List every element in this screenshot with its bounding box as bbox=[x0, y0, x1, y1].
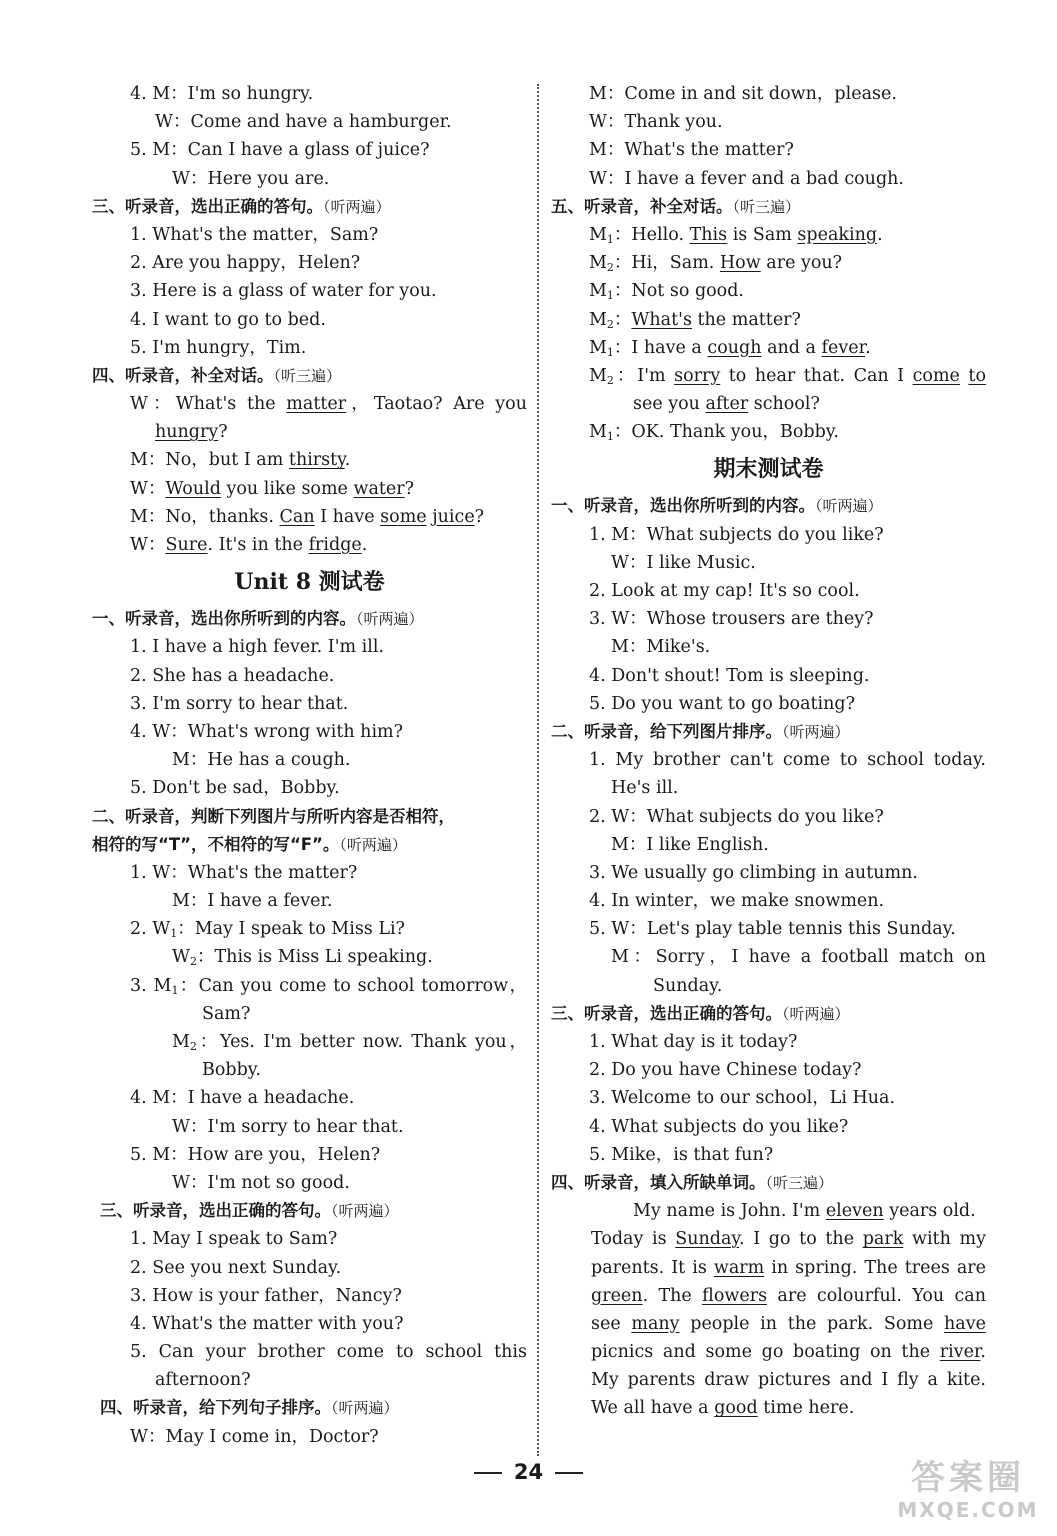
answer-blank: eleven bbox=[825, 1201, 884, 1222]
answer-blank: sorry bbox=[674, 365, 721, 386]
watermark-logo: 答案圈 MXQE.COM bbox=[897, 1458, 1039, 1522]
answer-blank: green bbox=[591, 1285, 643, 1306]
list-item: 4. M：I have a headache. bbox=[130, 1088, 355, 1109]
answer-blank: fever bbox=[821, 337, 866, 358]
list-item: 1. W：What's the matter? bbox=[130, 862, 358, 883]
right-column bbox=[551, 80, 986, 1423]
section-heading: 四、听录音，补全对话。（听三遍） bbox=[92, 365, 342, 385]
list-item: 5. M：How are you，Helen? bbox=[130, 1144, 381, 1165]
list-item: 1. M：What subjects do you like? bbox=[589, 524, 884, 545]
passage-line: My name is John. I'm eleven years old. bbox=[633, 1201, 976, 1222]
answer-blank: hungry bbox=[155, 422, 219, 443]
passage-line: My parents draw pictures and I fly a kite. bbox=[591, 1370, 986, 1391]
dialog-line: W：Here you are. bbox=[172, 168, 330, 189]
dialog-line: 5. M：Can I have a glass of juice? bbox=[130, 140, 430, 161]
dialog-line: W：What's the matter，Taotao? Are you bbox=[130, 394, 527, 415]
list-item: W：I'm not so good. bbox=[172, 1172, 350, 1193]
dialog-line: $M_2$：Hi，Sam. How are you? bbox=[589, 253, 843, 275]
answer-blank: thirsty bbox=[288, 450, 345, 471]
answer-blank: many bbox=[631, 1313, 680, 1334]
answer-blank: Sunday bbox=[675, 1229, 739, 1250]
section-heading: 一、听录音，选出你所听到的内容。（听两遍） bbox=[551, 496, 883, 516]
dialog-line: 4. M：I'm so hungry. bbox=[130, 84, 314, 104]
list-item: 4. What subjects do you like? bbox=[589, 1116, 849, 1137]
section-heading-cont: 相符的写“T”，不相符的写“F”。（听两遍） bbox=[92, 834, 407, 854]
answer-blank: water bbox=[353, 478, 405, 499]
answer-blank: juice bbox=[432, 506, 475, 527]
dialog-line: W：Sure. It's in the fridge. bbox=[130, 535, 368, 555]
dialog-line: M：No，but I am thirsty. bbox=[130, 450, 351, 471]
dialog-line: $M_2$：What's the matter? bbox=[589, 309, 801, 331]
dialog-line: M：What's the matter? bbox=[589, 140, 794, 161]
list-item: 1. I have a high fever. I'm ill. bbox=[130, 637, 385, 658]
section-heading: 四、听录音，给下列句子排序。（听两遍） bbox=[100, 1398, 399, 1418]
list-item: 4. I want to go to bed. bbox=[130, 309, 326, 330]
answer-blank: good bbox=[714, 1398, 758, 1419]
list-item: 4. W：What's wrong with him? bbox=[130, 721, 404, 742]
final-exam-title: 期末测试卷 bbox=[713, 456, 824, 483]
list-item: 5. Do you want to go boating? bbox=[589, 693, 856, 714]
passage-line: parents. It is warm in spring. The trees are bbox=[591, 1257, 986, 1278]
dialog-line: $M_2$：I'm sorry to hear that. Can I come to bbox=[589, 365, 986, 387]
answer-blank: park bbox=[862, 1229, 904, 1250]
answer-blank: This bbox=[689, 224, 728, 245]
answer-blank: matter bbox=[286, 394, 347, 415]
dialog-line: W：May I come in，Doctor? bbox=[130, 1426, 379, 1447]
list-item: 2. W：What subjects do you like? bbox=[589, 806, 884, 827]
dialog-line: $M_1$：Not so good. bbox=[589, 281, 744, 303]
list-item: 5. Can your brother come to school this bbox=[130, 1342, 527, 1363]
dialog-line: M：Come in and sit down，please. bbox=[589, 84, 897, 104]
answer-blank: warm bbox=[713, 1257, 765, 1278]
dialog-line: W：Thank you. bbox=[589, 112, 723, 133]
dialog-line: W：I have a fever and a bad cough. bbox=[589, 168, 904, 189]
list-item: 3. Here is a glass of water for you. bbox=[130, 281, 437, 302]
section-heading: 一、听录音，选出你所听到的内容。（听两遍） bbox=[92, 609, 424, 629]
dash-right bbox=[555, 1472, 583, 1474]
page-number: 24 bbox=[0, 1460, 1057, 1484]
section-heading: 三、听录音，选出正确的答句。（听两遍） bbox=[92, 196, 391, 216]
left-column bbox=[92, 80, 527, 1451]
passage-line: Today is Sunday. I go to the park with my bbox=[591, 1229, 986, 1250]
list-item-cont: afternoon? bbox=[155, 1370, 251, 1391]
list-item: 3. How is your father，Nancy? bbox=[130, 1285, 402, 1306]
passage-line: green. The flowers are colourful. You can bbox=[591, 1285, 986, 1306]
answer-blank: What's bbox=[631, 309, 692, 330]
list-item: M：I have a fever. bbox=[172, 891, 333, 912]
list-item: 3. W：Whose trousers are they? bbox=[589, 609, 874, 630]
answer-blank: Sure bbox=[165, 535, 208, 555]
answer-blank: Would bbox=[165, 478, 221, 499]
list-item: 1. May I speak to Sam? bbox=[130, 1229, 338, 1250]
dialog-line: $M_1$：Hello. This is Sam speaking. bbox=[589, 224, 883, 246]
dialog-line: hungry? bbox=[155, 422, 228, 443]
answer-blank: fridge bbox=[308, 535, 362, 555]
list-item: 1. What's the matter，Sam? bbox=[130, 224, 379, 245]
passage-line: picnics and some go boating on the river. bbox=[591, 1342, 986, 1363]
dialog-line: W：Come and have a hamburger. bbox=[155, 112, 452, 133]
list-item: M：I like English. bbox=[611, 834, 769, 855]
list-item: 5. I'm hungry，Tim. bbox=[130, 337, 307, 358]
section-heading: 五、听录音，补全对话。（听三遍） bbox=[551, 196, 801, 216]
list-item: 4. What's the matter with you? bbox=[130, 1313, 404, 1334]
list-item-cont: Bobby. bbox=[202, 1060, 261, 1081]
list-item: 2. She has a headache. bbox=[130, 665, 335, 686]
list-item: 3. $M_1$：Can you come to school tomorrow， bbox=[130, 975, 527, 997]
dialog-line: $M_1$：I have a cough and a fever. bbox=[589, 337, 871, 359]
section-heading: 四、听录音，填入所缺单词。（听三遍） bbox=[551, 1172, 834, 1192]
list-item: 2. Do you have Chinese today? bbox=[589, 1060, 862, 1081]
answer-blank: How bbox=[719, 253, 761, 274]
list-item: 1. What day is it today? bbox=[589, 1032, 798, 1052]
answer-blank: some bbox=[380, 506, 427, 527]
list-item: $W_2$：This is Miss Li speaking. bbox=[172, 947, 433, 969]
answer-blank: river bbox=[939, 1342, 981, 1363]
list-item: 2. $W_1$：May I speak to Miss Li? bbox=[130, 919, 405, 941]
list-item-cont: He's ill. bbox=[611, 778, 679, 799]
section-heading: 二、听录音，给下列图片排序。（听两遍） bbox=[551, 721, 850, 741]
list-item: 5. Don't be sad，Bobby. bbox=[130, 778, 340, 799]
list-item: M：Sorry，I have a football match on bbox=[611, 947, 986, 968]
list-item: $M_2$：Yes. I'm better now. Thank you， bbox=[172, 1032, 527, 1053]
unit8-title: Unit 8 测试卷 bbox=[234, 569, 385, 596]
list-item: 3. Welcome to our school，Li Hua. bbox=[589, 1088, 896, 1109]
list-item: 2. Are you happy，Helen? bbox=[130, 253, 361, 274]
list-item: 2. See you next Sunday. bbox=[130, 1257, 342, 1278]
list-item: M：Mike's. bbox=[611, 637, 711, 658]
section-heading: 三、听录音，选出正确的答句。（听两遍） bbox=[100, 1201, 399, 1221]
list-item-cont: Sam? bbox=[202, 1003, 251, 1024]
passage-line: see many people in the park. Some have bbox=[591, 1313, 986, 1334]
dialog-line-cont: see you after school? bbox=[633, 394, 820, 415]
column-divider bbox=[537, 84, 539, 1456]
list-item: 5. W：Let's play table tennis this Sunday. bbox=[589, 919, 956, 940]
list-item: 5. Mike，is that fun? bbox=[589, 1144, 774, 1165]
section-heading: 二、听录音，判断下列图片与所听内容是否相符， bbox=[92, 806, 455, 826]
answer-blank: after bbox=[705, 394, 749, 415]
list-item: M：He has a cough. bbox=[172, 750, 351, 771]
answer-blank: flowers bbox=[702, 1285, 768, 1306]
answer-blank: cough bbox=[707, 337, 762, 358]
list-item: 2. Look at my cap! It's so cool. bbox=[589, 581, 860, 601]
list-item-cont: Sunday. bbox=[653, 975, 723, 996]
answer-blank: to bbox=[968, 365, 986, 386]
list-item: W：I like Music. bbox=[611, 552, 756, 573]
list-item: 3. I'm sorry to hear that. bbox=[130, 693, 349, 714]
list-item: 3. We usually go climbing in autumn. bbox=[589, 862, 918, 883]
answer-blank: come bbox=[912, 365, 960, 386]
list-item: 1. My brother can't come to school today. bbox=[589, 750, 986, 771]
passage-line: We all have a good time here. bbox=[591, 1398, 855, 1419]
list-item: 4. Don't shout! Tom is sleeping. bbox=[589, 665, 870, 686]
dialog-line: W：Would you like some water? bbox=[130, 478, 415, 499]
list-item: W：I'm sorry to hear that. bbox=[172, 1116, 404, 1137]
answer-blank: Can bbox=[279, 506, 315, 527]
dash-left bbox=[474, 1472, 502, 1474]
answer-blank: have bbox=[944, 1313, 986, 1334]
dialog-line: $M_1$：OK. Thank you，Bobby. bbox=[589, 422, 839, 444]
dialog-line: M：No，thanks. Can I have some juice? bbox=[130, 506, 485, 527]
section-heading: 三、听录音，选出正确的答句。（听两遍） bbox=[551, 1003, 850, 1023]
answer-blank: speaking bbox=[797, 224, 878, 245]
list-item: 4. In winter，we make snowmen. bbox=[589, 891, 885, 912]
